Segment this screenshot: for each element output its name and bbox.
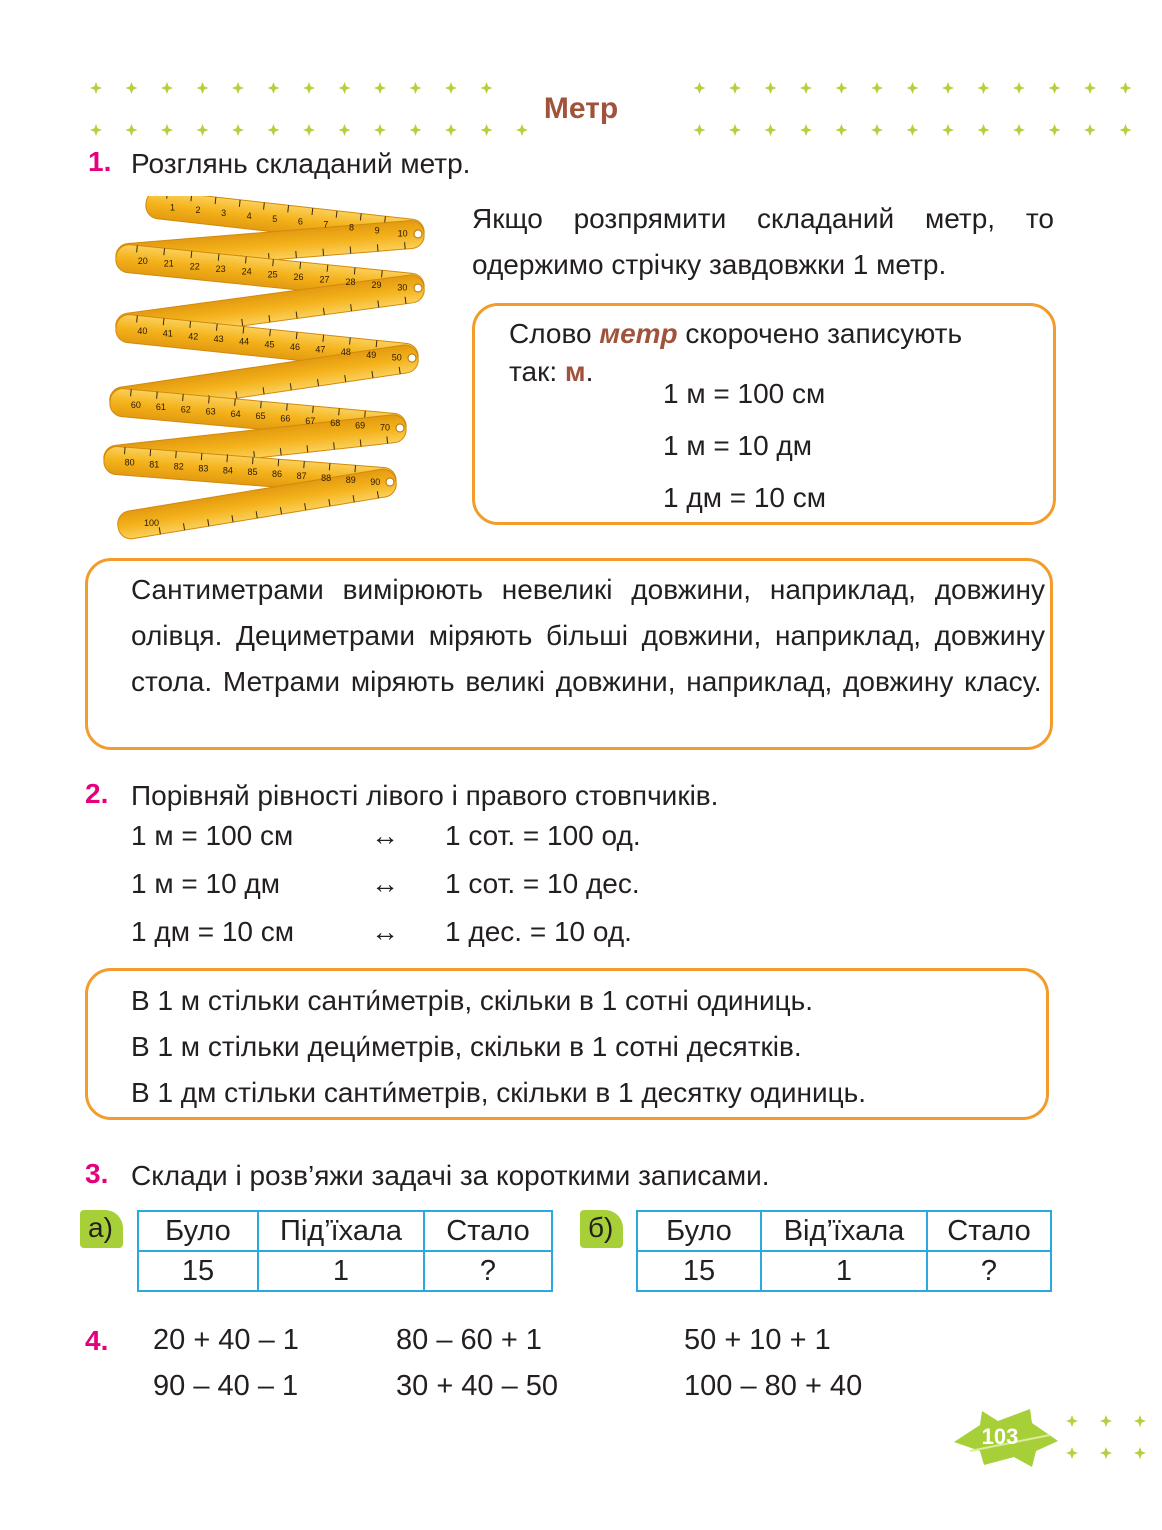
ruler-number: 83: [198, 463, 209, 474]
ruler-number: 2: [195, 205, 201, 216]
table-a-value-row: [138, 1251, 552, 1291]
ruler-number: 60: [130, 399, 141, 410]
ruler-number: 63: [205, 406, 216, 417]
ruler-number: 66: [280, 413, 291, 424]
ruler-number: 70: [380, 422, 391, 433]
compare-right-2: 1 сот. = 10 дес.: [445, 868, 640, 899]
ruler-number: 50: [391, 352, 402, 363]
ruler-number: 88: [321, 472, 332, 483]
ruler-number: 9: [374, 225, 380, 236]
table-a-header-pidikhala: Під’їхала: [258, 1211, 424, 1251]
table-b-value-vidikhala: 1: [761, 1251, 927, 1291]
compare-left-2: 1 м = 10 дм: [131, 868, 281, 899]
table-a-label: а): [80, 1210, 123, 1248]
compare-right-1: 1 сот. = 100 од.: [445, 820, 641, 851]
ruler-number: 6: [297, 216, 303, 227]
equality-m-dm: 1 м = 10 дм: [663, 430, 813, 461]
page-number: 103: [981, 1424, 1019, 1449]
ruler-number: 49: [366, 349, 377, 360]
task1-text: Розглянь складаний метр.: [131, 148, 471, 179]
note-dot: .: [585, 356, 594, 387]
table-b-value-row: [637, 1251, 1051, 1291]
ruler-number: 89: [345, 474, 356, 485]
task4-number: 4.: [85, 1325, 109, 1356]
ruler-number: 7: [323, 219, 329, 230]
table-b-header-vidikhala: Від’їхала: [761, 1211, 927, 1251]
table-a-value-bulo: 15: [138, 1251, 258, 1291]
equality-dm-cm: 1 дм = 10 см: [663, 482, 827, 513]
equality-m-cm: 1 м = 100 см: [663, 378, 826, 409]
task2-text: Порівняй рівності лівого і правого стовпчиків.: [131, 780, 719, 811]
star-decoration: [1100, 1415, 1112, 1427]
note-line2-prefix: так:: [509, 356, 565, 387]
ruler-number: 10: [397, 228, 408, 239]
ruler-number: 62: [180, 404, 191, 415]
table-b-header-row: [637, 1211, 1051, 1251]
table-b-value-stalo: ?: [927, 1251, 1051, 1291]
task1-number: 1.: [88, 146, 112, 177]
ruler-number: 1: [169, 202, 175, 213]
ruler-number: 81: [149, 459, 160, 470]
table-a-value-stalo: ?: [424, 1251, 552, 1291]
ruler-number: 87: [296, 471, 307, 482]
ruler-number: 22: [189, 261, 200, 272]
note-abbr: м: [564, 356, 586, 387]
table-b-header-stalo: Стало: [927, 1211, 1051, 1251]
ruler-hinge: [396, 424, 404, 432]
star-decoration: [1100, 1447, 1112, 1459]
ruler-number: 100: [144, 518, 160, 528]
expression-2-1: 90 – 40 – 1: [153, 1370, 299, 1402]
ruler-number: 4: [246, 210, 252, 221]
ruler-hinge: [408, 354, 416, 362]
meter-note-line1: [509, 314, 962, 354]
comparison-rule-box: [85, 968, 1049, 1120]
meter-note-line2: [509, 352, 593, 392]
note-suffix: скорочено записують: [677, 318, 963, 349]
expression-1-3: 50 + 10 + 1: [684, 1324, 831, 1356]
ruler-number: 80: [124, 457, 135, 468]
ruler-number: 61: [155, 402, 166, 413]
note-word-metr: метр: [599, 318, 678, 349]
ruler-number: 84: [222, 465, 233, 476]
table-a-header-row: [138, 1211, 552, 1251]
short-record-table-a: [137, 1210, 553, 1292]
expression-2-3: 100 – 80 + 40: [684, 1370, 863, 1402]
ruler-number: 64: [230, 408, 241, 419]
task3-text: Склади і розв’яжи задачі за короткими записами.: [131, 1160, 770, 1191]
meter-note-box: [472, 303, 1056, 525]
task3-number: 3.: [85, 1158, 109, 1189]
ruler-number: 5: [272, 213, 278, 224]
length-info-text: Сантиметрами вимірюють невеликі довжини, наприклад, довжину олівця. Дециметрами міряють більші довжини, наприклад, довжину стола. Метрами міряють великі довжини, наприклад, довжину класу.: [131, 574, 1045, 697]
ruler-number: 25: [267, 269, 278, 280]
ruler-number: 85: [247, 467, 258, 478]
table-b-header-bulo: Було: [637, 1211, 761, 1251]
table-a-header-bulo: Було: [138, 1211, 258, 1251]
task2-number: 2.: [85, 778, 109, 809]
ruler-number: 29: [371, 279, 382, 290]
rule-line-3: В 1 дм стільки санти́метрів, скільки в 1 десятку одиниць.: [131, 1077, 867, 1108]
compare-right-3: 1 дес. = 10 од.: [445, 916, 632, 947]
folding-ruler-illustration: [100, 196, 436, 542]
ruler-number: 21: [163, 258, 174, 269]
expression-1-2: 80 – 60 + 1: [396, 1324, 542, 1356]
ruler-number: 28: [345, 277, 356, 288]
expression-2-2: 30 + 40 – 50: [396, 1370, 559, 1402]
ruler-number: 20: [137, 256, 148, 267]
star-decoration: [1066, 1447, 1078, 1459]
rule-line-2: В 1 м стільки деци́метрів, скільки в 1 сотні десятків.: [131, 1031, 802, 1062]
compare-left-3: 1 дм = 10 см: [131, 916, 295, 947]
short-record-table-b: [636, 1210, 1052, 1292]
table-b-value-bulo: 15: [637, 1251, 761, 1291]
note-prefix: Слово: [509, 318, 600, 349]
ruler-number: 3: [221, 208, 227, 219]
ruler-number: 23: [215, 264, 226, 274]
ruler-number: 30: [397, 282, 408, 293]
table-a-header-stalo: Стало: [424, 1211, 552, 1251]
ruler-number: 24: [241, 266, 252, 277]
ruler-hinge: [414, 284, 422, 292]
ruler-hinge: [414, 230, 422, 238]
ruler-number: 47: [315, 344, 326, 355]
rule-line-1: В 1 м стільки санти́метрів, скільки в 1 сотні одиниць.: [131, 985, 813, 1016]
ruler-number: 27: [319, 274, 330, 285]
ruler-number: 82: [173, 461, 184, 472]
star-decoration: [1134, 1447, 1146, 1459]
expression-1-1: 20 + 40 – 1: [153, 1324, 299, 1356]
compare-arrow-1: ↔: [371, 820, 399, 851]
ruler-hinge: [386, 478, 394, 486]
length-info-box: [85, 558, 1053, 750]
ruler-number: 48: [340, 347, 351, 358]
ruler-number: 65: [255, 411, 266, 422]
star-decoration: [1066, 1415, 1078, 1427]
ruler-number: 86: [272, 469, 283, 480]
ruler-number: 45: [264, 339, 275, 350]
compare-arrow-3: ↔: [371, 916, 399, 947]
ruler-number: 44: [239, 336, 250, 347]
table-a-value-pidikhala: 1: [258, 1251, 424, 1291]
star-decoration: [1134, 1415, 1146, 1427]
ruler-number: 43: [213, 334, 224, 344]
compare-arrow-2: ↔: [371, 868, 399, 899]
compare-left-1: 1 м = 100 см: [131, 820, 294, 851]
ruler-number: 90: [370, 476, 381, 487]
ruler-number: 42: [188, 331, 199, 342]
ruler-number: 67: [305, 415, 316, 426]
ruler-number: 40: [137, 326, 148, 337]
table-b-label: б): [580, 1210, 623, 1248]
ruler-number: 68: [330, 418, 341, 429]
ruler-number: 41: [162, 328, 173, 339]
ruler-number: 26: [293, 271, 304, 282]
ruler-number: 46: [289, 341, 300, 352]
page-title: Метр: [0, 92, 1162, 126]
task1-description: Якщо розпрямити складаний метр, то одержимо стрічку завдовжки 1 метр.: [472, 203, 1054, 280]
ruler-number: 8: [348, 222, 355, 233]
ruler-number: 69: [355, 420, 366, 431]
